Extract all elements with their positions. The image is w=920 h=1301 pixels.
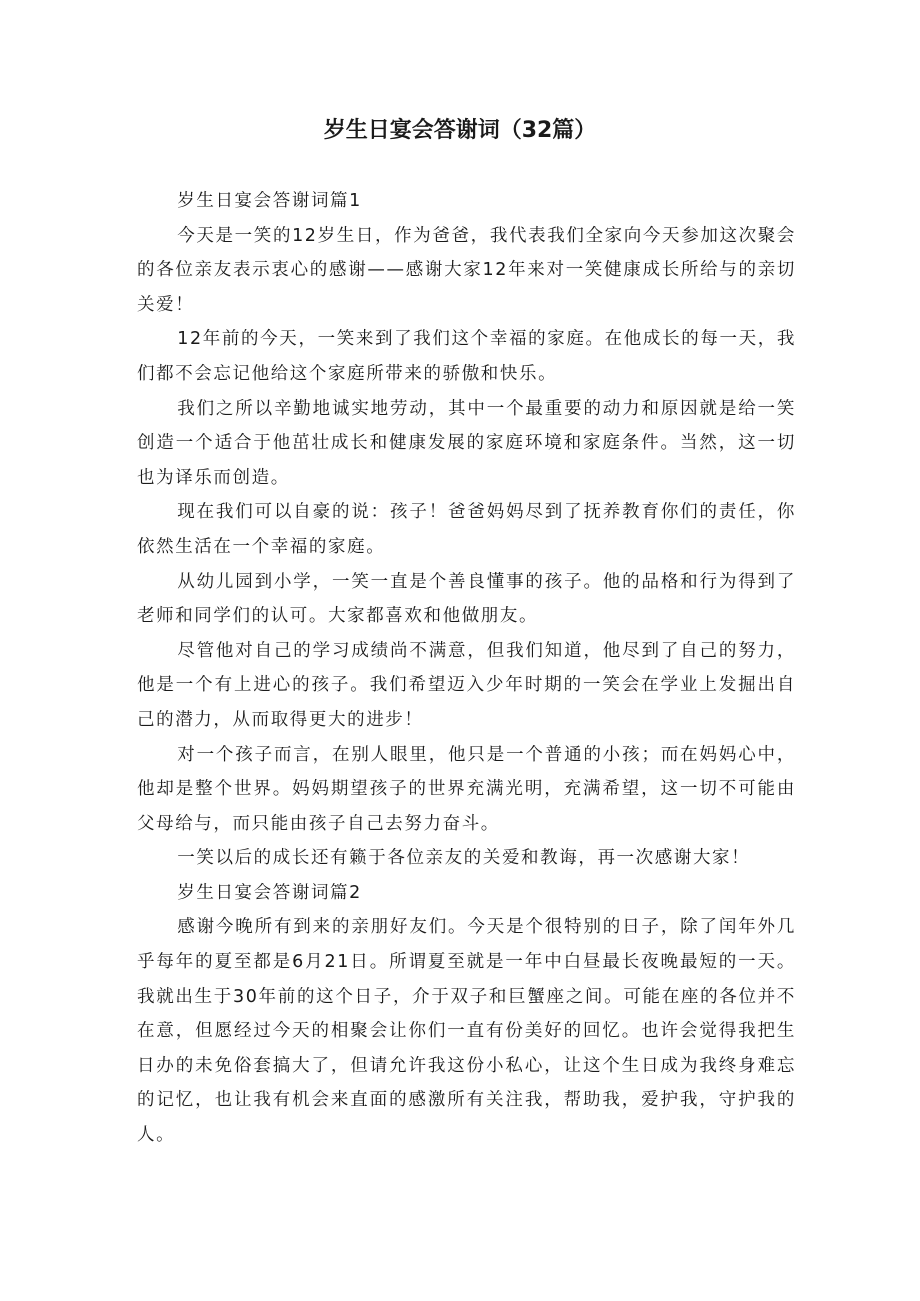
paragraph: 12年前的今天，一笑来到了我们这个幸福的家庭。在他成长的每一天，我们都不会忘记他给这个家庭所带来的骄傲和快乐。: [137, 329, 796, 384]
paragraph: 现在我们可以自豪的说：孩子！爸爸妈妈尽到了抚养教育你们的责任，你依然生活在一个幸福的家庭。: [137, 502, 796, 557]
paragraph: 感谢今晚所有到来的亲朋好友们。今天是个很特别的日子，除了闰年外几乎每年的夏至都是6月21日。所谓夏至就是一年中白昼最长夜晚最短的一天。我就出生于30年前的这个日子，介于双子和巨蟹座之间。可能在座的各位并不在意，但愿经过今天的相聚会让你们一直有份美好的回忆。也许会觉得我把生日办的未免俗套搞大了，但请允许我这份小私心，让这个生日成为我终身难忘的记忆，也让我有机会来直面的感激所有关注我，帮助我，爱护我，守护我的人。: [137, 917, 796, 1146]
section-heading: 岁生日宴会答谢词篇2: [177, 882, 362, 903]
paragraph: 尽管他对自己的学习成绩尚不满意，但我们知道，他尽到了自己的努力，他是一个有上进心的孩子。我们希望迈入少年时期的一笑会在学业上发掘出自己的潜力，从而取得更大的进步！: [137, 640, 796, 730]
document-title: 岁生日宴会答谢词（32篇）: [323, 118, 597, 143]
paragraph: 从幼儿园到小学，一笑一直是个善良懂事的孩子。他的品格和行为得到了老师和同学们的认可。大家都喜欢和他做朋友。: [137, 571, 796, 627]
section-heading: 岁生日宴会答谢词篇1: [177, 191, 362, 211]
paragraph: 一笑以后的成长还有籁于各位亲友的关爱和教诲，再一次感谢大家！: [177, 848, 751, 869]
paragraph: 我们之所以辛勤地诚实地劳动，其中一个最重要的动力和原因就是给一笑创造一个适合于他茁壮成长和健康发展的家庭环境和家庭条件。当然，这一切也为译乐而创造。: [137, 398, 796, 488]
paragraph: 对一个孩子而言，在别人眼里，他只是一个普通的小孩；而在妈妈心中，他却是整个世界。妈妈期望孩子的世界充满光明，充满希望，这一切不可能由父母给与，而只能由孩子自己去努力奋斗。: [137, 744, 796, 834]
paragraph: 今天是一笑的12岁生日，作为爸爸，我代表我们全家向今天参加这次聚会的各位亲友表示衷心的感谢——感谢大家12年来对一笑健康成长所给与的亲切关爱！: [137, 225, 796, 315]
document-body: [137, 184, 796, 1153]
